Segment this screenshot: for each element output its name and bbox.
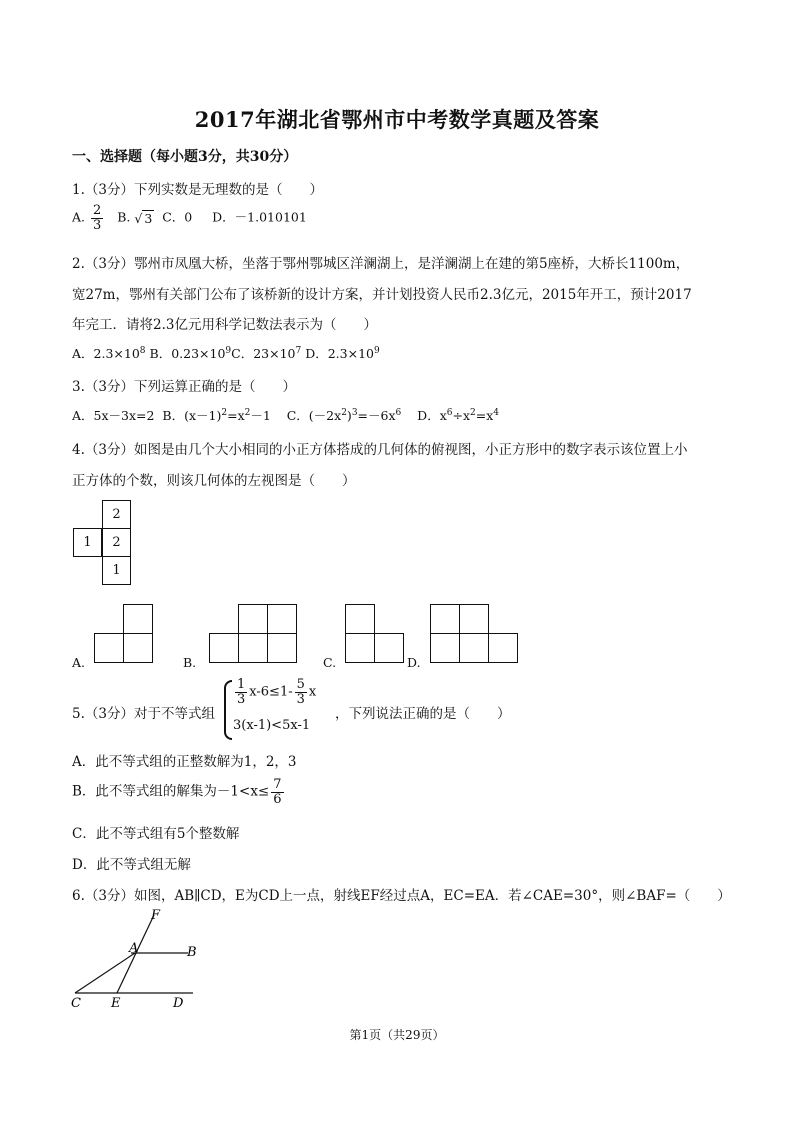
label-a: A	[129, 941, 139, 956]
q1-a-label: A.	[72, 209, 86, 225]
label-c: C	[71, 996, 81, 1010]
q5-inequality-2: 3(x-1)<5x-1	[233, 718, 311, 733]
grid-cell: 2	[102, 500, 131, 529]
q6-geometry-figure	[65, 905, 215, 1010]
q1-b-label: B.	[117, 209, 131, 225]
q6-stem: 6.（3分）如图，AB∥CD，E为CD上一点，射线EF经过点A，EC=EA．若∠CAE=30°，则∠BAF=（ ）	[72, 888, 731, 904]
q5-option-d: D．此不等式组无解	[72, 857, 191, 873]
q5-option-c: C．此不等式组有5个整数解	[72, 826, 240, 842]
q2-options: A．$2.3\times 10^8$ B．$0.23\times 10^9C$．$23\times 10^7$ D．$2.3\times 10^9$	[72, 345, 380, 361]
q4-line1: 4.（3分）如图是由几个大小相同的小正方体搭成的几何体的俯视图，小正方形中的数字表示该位置上小	[72, 442, 688, 458]
q1-a-fraction: $\frac{2}{3}$	[93, 203, 102, 233]
q4-option-d-label: D.	[407, 655, 421, 670]
q5-inequality-1: $\frac{1}{3}$ x-6≤1- $\frac{5}{3}$ x	[237, 677, 317, 707]
q2-line1: 2.（3分）鄂州市凤凰大桥，坐落于鄂州鄂城区洋澜湖上，是洋澜湖上在建的第5座桥，大桥长1100m，	[72, 256, 690, 272]
q1-c: C．0	[162, 209, 193, 225]
q5-suffix: ，下列说法正确的是（ ）	[335, 706, 511, 722]
q5-brace	[224, 680, 232, 740]
page-footer: 第1页（共29页）	[349, 1028, 445, 1042]
q1-options	[72, 204, 307, 232]
q5-option-b: B．此不等式组的解集为－1<x≤ $\frac{7}{6}$	[72, 777, 282, 807]
q1-stem: 1.（3分）下列实数是无理数的是（ ）	[72, 182, 323, 198]
label-f: F	[151, 908, 161, 923]
label-b: B	[187, 945, 197, 960]
q3-stem: 3.（3分）下列运算正确的是（ ）	[72, 379, 296, 395]
q4-option-b-label: B.	[183, 655, 197, 670]
grid-cell: 2	[102, 528, 131, 557]
grid-cell: 1	[73, 528, 102, 557]
q1-d: D．－1.010101	[212, 209, 307, 225]
q2-line3: 年完工．请将2.3亿元用科学记数法表示为（ ）	[72, 317, 377, 333]
q1-b-radical: √ 3	[134, 210, 153, 226]
label-d: D	[173, 996, 184, 1010]
label-e: E	[111, 996, 121, 1010]
q4-option-a-label: A.	[72, 655, 86, 670]
q2-line2: 宽27m，鄂州有关部门公布了该桥新的设计方案，并计划投资人民币2.3亿元，2015年开工，预计2017	[72, 287, 692, 303]
q4-line2: 正方体的个数，则该几何体的左视图是（ ）	[72, 473, 356, 489]
grid-cell: 1	[102, 556, 131, 585]
document-title: 2017年湖北省鄂州市中考数学真题及答案	[194, 107, 600, 132]
q5-option-a: A．此不等式组的正整数解为1，2，3	[72, 754, 297, 770]
q4-option-c-label: C.	[323, 655, 337, 670]
q5-prefix: 5.（3分）对于不等式组	[72, 706, 215, 722]
section-heading: 一、选择题（每小题3分，共30分）	[72, 149, 298, 165]
q3-options: A．5x－3x=2 B．$(x-1)^2=x^2-1$ C．$(-2x^2)^3=-6x^6$ D．$x^6\div x^2=x^4$	[72, 407, 500, 423]
